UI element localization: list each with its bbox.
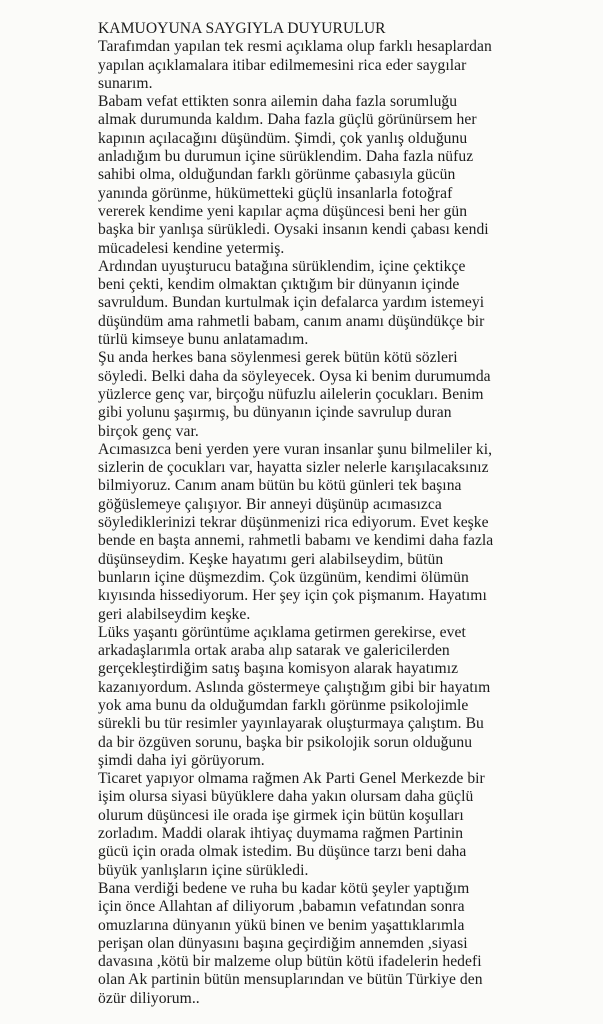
statement-document xyxy=(98,20,510,1008)
text-line: Ticaret yapıyor olmama rağmen Ak Parti Genel Merkezde bir xyxy=(98,770,485,788)
text-line: düşünseydim. Keşke hayatımı geri alabilseydim, bütün xyxy=(98,550,444,568)
text-line: Ardından uyuşturucu batağına sürüklendim, içine çektikçe xyxy=(98,257,466,275)
text-line: gücü için orada olmak istedim. Bu düşünce tarzı beni daha xyxy=(98,843,467,861)
paragraph xyxy=(98,880,510,1008)
text-line: sürekli bu tür resimler yayınlayarak oluşturmaya çalıştım. Bu xyxy=(98,715,484,733)
text-line: işim olursa siyasi büyüklere daha yakın olursam daha güçlü xyxy=(98,788,474,806)
text-line: beni çekti, kendim olmaktan çıktığım bir dünyanın içinde xyxy=(98,276,460,294)
text-line: davasına ,kötü bir malzeme olup bütün kötü ifadelerin hedefi xyxy=(98,953,482,971)
paragraph xyxy=(98,93,510,258)
text-line: Tarafımdan yapılan tek resmi açıklama olup farklı hesaplardan xyxy=(98,38,492,56)
text-line: sizlerin de çocukları var, hayatta sizler nelerle karışılacaksınız xyxy=(98,459,489,477)
paragraph xyxy=(98,349,510,440)
text-line: türlü kimseye bunu anlatamadım. xyxy=(98,331,309,349)
text-line: geri alabilseydim keşke. xyxy=(98,605,251,623)
text-line: şimdi daha iyi görüyorum. xyxy=(98,751,265,769)
text-line: Şu anda herkes bana söylenmesi gerek bütün kötü sözleri xyxy=(98,349,458,367)
text-line: Lüks yaşantı görüntüme açıklama getirmen gerekirse, evet xyxy=(98,623,466,641)
text-line: bende en başta annemi, rahmetli babamı ve kendimi daha fazla xyxy=(98,532,494,550)
cut-off-line xyxy=(300,1016,450,1024)
text-line: özür diliyorum.. xyxy=(98,989,200,1007)
document-title: KAMUOYUNA SAYGIYLA DUYURULUR xyxy=(98,20,386,37)
text-line: Bana verdiği bedene ve ruha bu kadar kötü şeyler yaptığım xyxy=(98,879,470,897)
text-line: almak durumunda kaldım. Daha fazla güçlü görünürsem her xyxy=(98,111,477,129)
paragraph xyxy=(98,258,510,349)
text-line: gerçekleştirdiğim satış başına komisyon alarak hayatımız xyxy=(98,660,459,678)
text-line: vererek kendime yeni kapılar açma düşüncesi beni her gün xyxy=(98,202,468,220)
text-line: omuzlarına dünyanın yükü binen ve benim yaşattıklarımla xyxy=(98,916,465,934)
text-line: göğüslemeye çalışıyor. Bir anneyi düşünüp acımasızca xyxy=(98,495,442,513)
text-line: anladığım bu durumun içine sürüklendim. Daha fazla nüfuz xyxy=(98,148,474,166)
text-line: sahibi olma, olduğundan farklı görünme çabasıyla gücün xyxy=(98,166,456,184)
text-line: birçok genç var. xyxy=(98,422,199,440)
document-body xyxy=(98,38,510,1008)
text-line: kapının açılacağını düşündüm. Şimdi, çok yanlış olduğunu xyxy=(98,129,468,147)
paragraph xyxy=(98,770,510,880)
text-line: büyük yanlışların içine sürükledi. xyxy=(98,861,309,879)
text-line: olan Ak partinin bütün mensuplarından ve bütün Türkiye den xyxy=(98,971,483,989)
text-line: bunların içine düşmezdim. Çok üzgünüm, kendimi ölümün xyxy=(98,568,469,586)
text-line: yok ama bunu da olduğumdan farklı görünme psikolojimle xyxy=(98,696,469,714)
text-line: gibi yolunu şaşırmış, bu dünyanın içinde savrulup duran xyxy=(98,404,452,422)
text-line: perişan olan dünyasını başına geçirdiğim annemden ,siyasi xyxy=(98,934,468,952)
text-line: yapılan açıklamalara itibar edilmemesini rica eder saygılar xyxy=(98,56,467,74)
text-line: kazanıyordum. Aslında göstermeye çalıştığım gibi bir hayatım xyxy=(98,678,491,696)
text-line: için önce Allahtan af diliyorum ,babamın vefatından sonra xyxy=(98,898,465,916)
paragraph xyxy=(98,624,510,770)
text-line: da bir özgüven sorunu, başka bir psikolojik sorun olduğunu xyxy=(98,733,473,751)
text-line: Babam vefat ettikten sonra ailemin daha fazla sorumluğu xyxy=(98,93,458,111)
text-line: kıyısında hissediyorum. Her şey için çok pişmanım. Hayatımı xyxy=(98,587,487,605)
text-line: olurum düşüncesi ile orada işe girmek için bütün koşulları xyxy=(98,806,464,824)
text-line: savruldum. Bundan kurtulmak için defalarca yardım istemeyi xyxy=(98,294,485,312)
paragraph xyxy=(98,38,510,93)
text-line: yanında görünme, hükümetteki güçlü insanlarla fotoğraf xyxy=(98,184,453,202)
text-line: başka bir yanlışa sürükledi. Oysaki insanın kendi çabası kendi xyxy=(98,221,489,239)
text-line: söyledi. Belki daha da söyleyecek. Oysa ki benim durumumda xyxy=(98,367,491,385)
text-line: Acımasızca beni yerden yere vuran insanlar şunu bilmeliler ki, xyxy=(98,440,493,458)
text-line: mücadelesi kendine yetermiş. xyxy=(98,239,285,257)
text-line: söylediklerinizi tekrar düşünmenizi rica ediyorum. Evet keşke xyxy=(98,514,489,532)
text-line: bilmiyoruz. Canım anam bütün bu kötü günleri tek başına xyxy=(98,477,462,495)
text-line: yüzlerce genç var, birçoğu nüfuzlu ailelerin çocukları. Benim xyxy=(98,385,484,403)
text-line: düşündüm ama rahmetli babam, canım anamı düşündükçe bir xyxy=(98,312,485,330)
text-line: zorladım. Maddi olarak ihtiyaç duymama rağmen Partinin xyxy=(98,825,464,843)
text-line: sunarım. xyxy=(98,74,153,92)
paragraph xyxy=(98,441,510,624)
text-line: arkadaşlarımla ortak araba alıp satarak ve galericilerden xyxy=(98,642,450,660)
